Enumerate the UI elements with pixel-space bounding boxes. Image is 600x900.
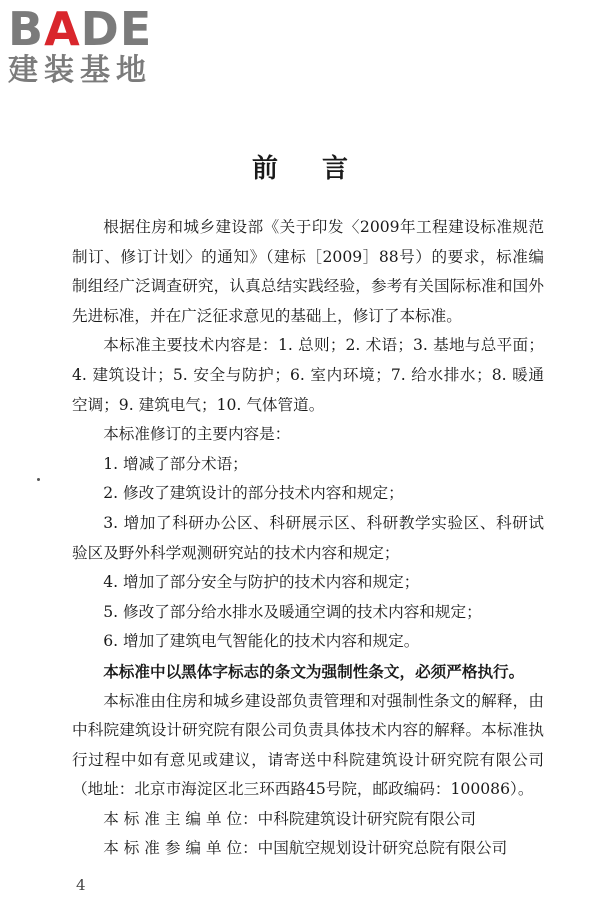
chief-editor-unit: 本 标 准 主 编 单 位：中科院建筑设计研究院有限公司 [103, 809, 476, 828]
paragraph-revision-intro: 本标准修订的主要内容是： [103, 425, 291, 444]
revision-item-4: 4. 增加了部分安全与防护的技术内容和规定； [103, 573, 420, 592]
paragraph-management: 本标准由住房和城乡建设部负责管理和对强制性条文的解释，由中科院建筑设计研究院有限公司负责具体技术内容的解释。本标准执行过程中如有意见或建议，请寄送中科院建筑设计研究院有限公司（地址：北京市海淀区北三环西路45号院，邮政编码：100086）。 [72, 691, 544, 799]
revision-item-1: 1. 增减了部分术语； [103, 454, 248, 473]
scan-speck [37, 478, 40, 481]
preface-body [72, 213, 544, 864]
logo-letter-b: B [8, 2, 45, 56]
revision-item-6: 6. 增加了建筑电气智能化的技术内容和规定。 [103, 632, 420, 651]
page-number: 4 [76, 876, 86, 894]
revision-item-5: 5. 修改了部分给水排水及暖通空调的技术内容和规定； [103, 602, 482, 621]
page-title: 前言 [251, 154, 392, 184]
participating-unit: 本 标 准 参 编 单 位：中国航空规划设计研究总院有限公司 [103, 839, 508, 858]
logo-letter-a: A [44, 2, 81, 56]
logo-chinese: 建装基地 [8, 53, 152, 88]
logo [8, 2, 178, 88]
revision-item-2: 2. 修改了建筑设计的部分技术内容和规定； [103, 484, 404, 503]
logo-letters-de: DE [80, 2, 153, 56]
logo-english [8, 2, 178, 56]
revision-item-3: 3. 增加了科研办公区、科研展示区、科研教学实验区、科研试验区及野外科学观测研究站的技术内容和规定； [72, 513, 544, 562]
paragraph-mandatory-notice: 本标准中以黑体字标志的条文为强制性条文，必须严格执行。 [103, 661, 525, 681]
paragraph-background: 根据住房和城乡建设部《关于印发〈2009年工程建设标准规范制订、修订计划〉的通知》（建标［2009］88号）的要求，标准编制组经广泛调查研究，认真总结实践经验，参考有关国际标准和国外先进标准，并在广泛征求意见的基础上，修订了本标准。 [72, 218, 544, 325]
paragraph-main-contents: 本标准主要技术内容是：1. 总则；2. 术语；3. 基地与总平面；4. 建筑设计；5. 安全与防护；6. 室内环境；7. 给水排水；8. 暖通空调；9. 建筑电气；10. 气体管道。 [72, 336, 544, 414]
